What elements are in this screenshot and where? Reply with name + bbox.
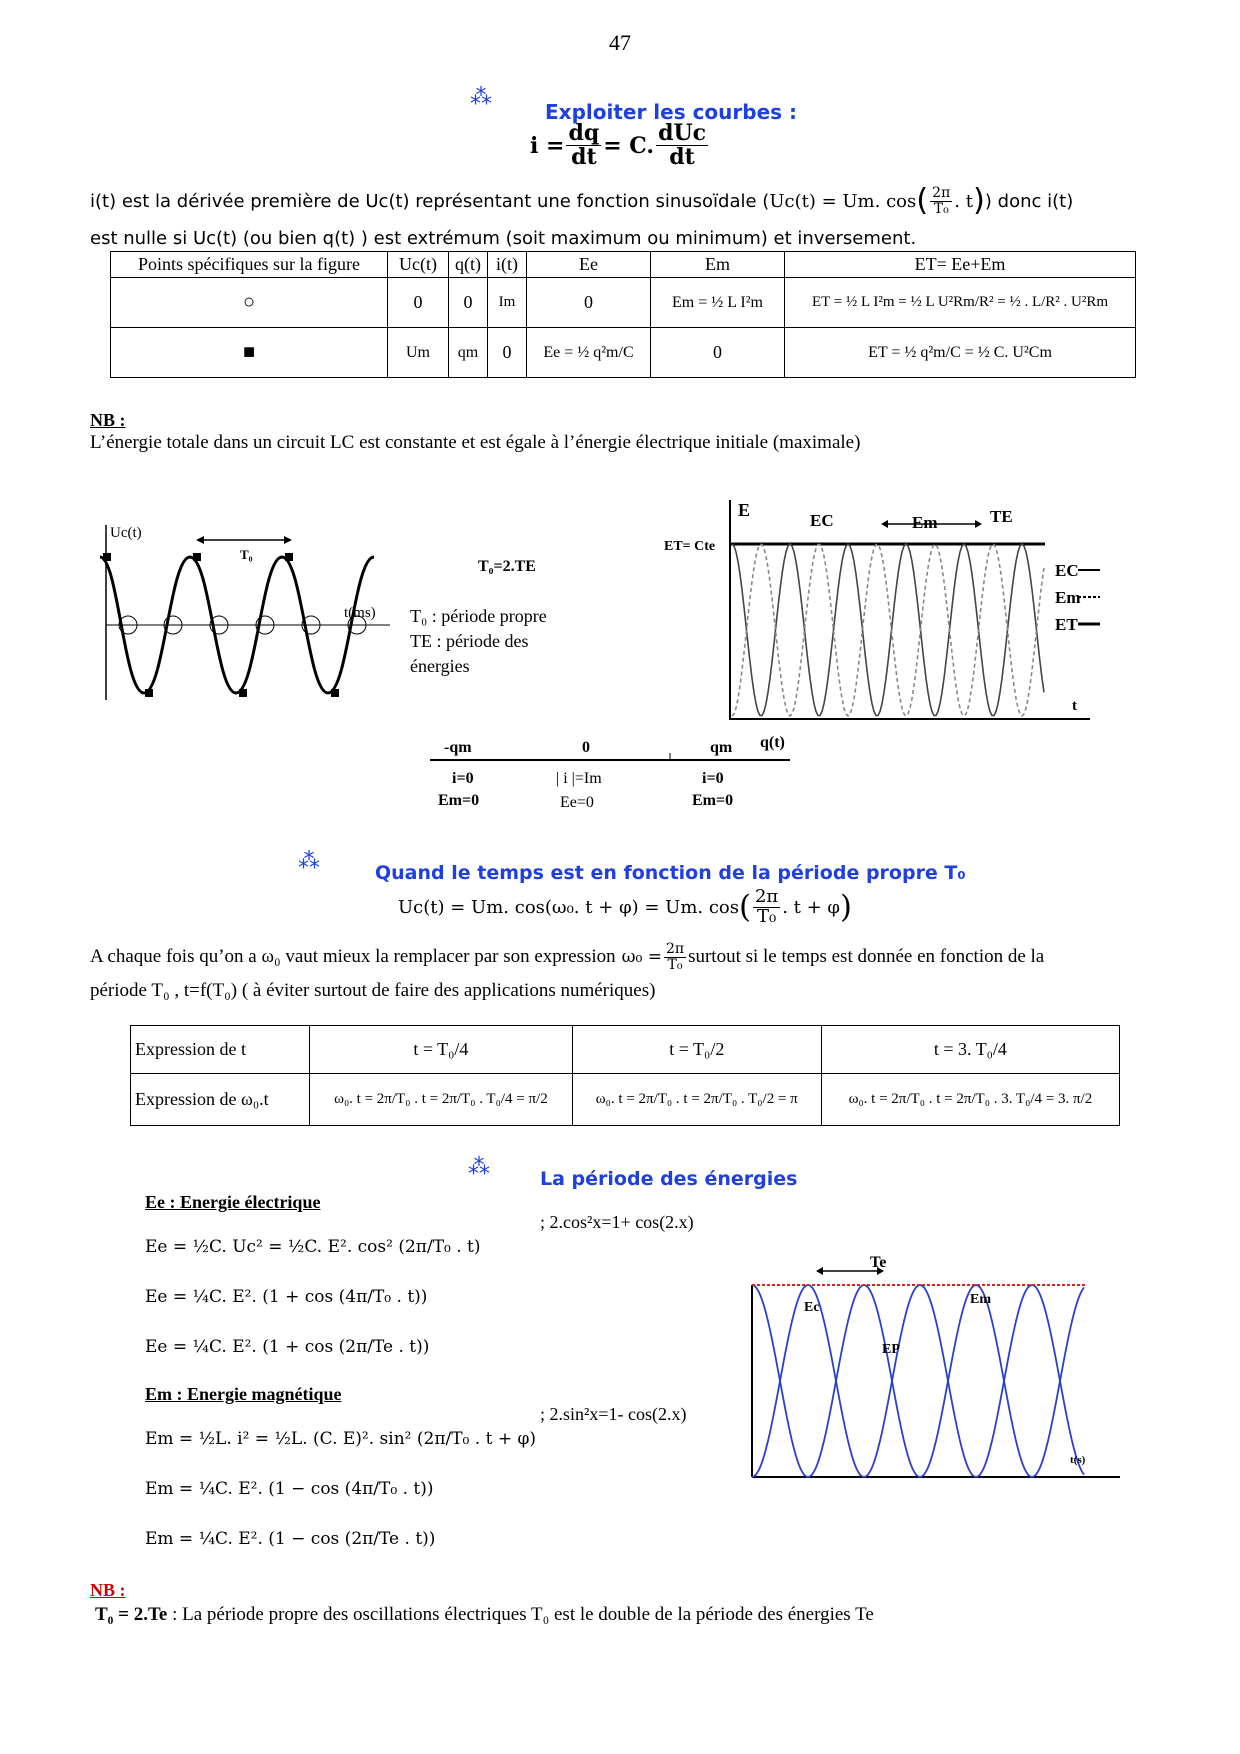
- description-line: énergies: [410, 656, 470, 676]
- ec-curve: [752, 1285, 1084, 1477]
- paragraph-derivative: i(t) est la dérivée première de Uc(t) représentant une fonction sinusoïdale ( Uc(t) = Um. cos ( $\frac{2\pi}{\text{T₀}}$ . t ) ) donc i(t): [90, 183, 1074, 219]
- t-axis-label: t(ms): [344, 605, 376, 621]
- formula-eq: = C.: [603, 132, 655, 159]
- section-title-periode: Quand le temps est en fonction de la période propre T₀: [375, 862, 966, 884]
- asterism-icon: ⁂: [298, 849, 320, 874]
- sin-identity: ; 2.sin²x=1- cos(2.x): [540, 1404, 687, 1424]
- table-cell: Im: [488, 278, 527, 328]
- table-cell: Ee = ½ q²m/C: [527, 328, 651, 378]
- uc-expression: Uc(t) = Um. cos: [769, 190, 917, 212]
- zero-label: 0: [582, 739, 590, 756]
- table-cell: Em = ½ L I²m: [651, 278, 785, 328]
- description-line: T₀ : période propre: [410, 606, 547, 626]
- section-title-courbes: Exploiter les courbes :: [545, 100, 798, 124]
- table-header: Ee: [527, 252, 651, 278]
- table-cell: 0: [488, 328, 527, 378]
- table-header: Points spécifiques sur la figure: [111, 252, 388, 278]
- nb-text: : La période propre des oscillations électriques T₀ est le double de la période des énergies Te: [167, 1604, 874, 1625]
- mid-ee: Ee=0: [560, 794, 594, 811]
- fraction-num: dUc: [658, 120, 707, 146]
- q-axis-label: q(t): [760, 734, 785, 751]
- table-cell: ET = ½ q²m/C = ½ C. U²Cm: [785, 328, 1136, 378]
- period-label: T₀: [240, 547, 253, 562]
- ee-title: Ee : Energie électrique: [145, 1192, 321, 1212]
- table-cell: Um: [388, 328, 449, 378]
- period-description: [410, 604, 547, 679]
- nb-text: L’énergie totale dans un circuit LC est constante et est égale à l’énergie électrique initiale (maximale): [90, 432, 861, 453]
- asterism-icon: ⁂: [470, 85, 492, 110]
- formula-current: [530, 122, 710, 169]
- square-symbol: ■: [111, 328, 388, 378]
- table-cell: qm: [449, 328, 488, 378]
- paragraph-line2: période T₀ , t=f(T₀) ( à éviter surtout de faire des applications numériques): [90, 980, 656, 1001]
- section-title-energies: La période des énergies: [540, 1168, 798, 1190]
- et-label: ET= Cte: [664, 539, 716, 554]
- nb-label: NB :: [90, 1580, 126, 1600]
- description-line: TE : période des: [410, 631, 529, 651]
- legend-et: ET: [1055, 615, 1078, 634]
- ee-formula: Ee = ½C. Uc² = ½C. E². cos² (2π/T₀ . t): [145, 1237, 481, 1257]
- formula-text: . t + φ: [782, 896, 841, 918]
- fraction-num: dq: [568, 120, 600, 146]
- t-axis-label: t: [1072, 698, 1077, 714]
- em-formula: Em = ½L. i² = ½L. (C. E)². sin² (2π/T₀ . t + φ): [145, 1429, 536, 1449]
- legend-ec: EC: [1055, 561, 1079, 580]
- right-i: i=0: [702, 770, 724, 787]
- formula-lhs: i =: [530, 132, 565, 159]
- dot-t: . t: [954, 190, 973, 212]
- energy-period-chart: [740, 1255, 1130, 1490]
- circle-symbol: ○: [111, 278, 388, 328]
- cos-identity: ; 2.cos²x=1+ cos(2.x): [540, 1212, 694, 1232]
- em-formula: Em = ¼C. E². (1 − cos (2π/Te . t)): [145, 1529, 436, 1549]
- table-header: i(t): [488, 252, 527, 278]
- omega-table: [130, 1025, 1120, 1126]
- em-curve: [752, 1285, 1084, 1477]
- ep-label: EP: [882, 1342, 900, 1357]
- em-curve: [732, 545, 1044, 717]
- ec-label: Ec: [804, 1300, 820, 1315]
- t-value: t = T₀/2: [572, 1026, 821, 1074]
- table-header: q(t): [449, 252, 488, 278]
- omega-value: ω₀. t = 2π/T₀ . t = 2π/T₀ . 3. T₀/4 = 3. π/2: [821, 1074, 1119, 1126]
- uc-sinusoid-chart: [90, 515, 400, 715]
- fraction-den: T₀: [933, 200, 949, 217]
- paragraph-text: surtout si le temps est donnée en fonction de la: [688, 946, 1045, 968]
- table-cell: 0: [651, 328, 785, 378]
- fraction-num: 2π: [932, 185, 951, 201]
- em-formulas: [145, 1414, 536, 1564]
- paragraph-text: i(t) est la dérivée première de Uc(t) représentant une fonction sinusoïdale (: [90, 190, 770, 212]
- blue-curve-group: [752, 1285, 1084, 1477]
- charge-axis: [420, 725, 800, 815]
- fraction-den: dt: [669, 144, 695, 171]
- ee-formula: Ee = ¼C. E². (1 + cos (2π/Te . t)): [145, 1337, 430, 1357]
- table-header: Uc(t): [388, 252, 449, 278]
- legend-em: Em: [1055, 588, 1081, 607]
- table-header: ET= Ee+Em: [785, 252, 1136, 278]
- table-cell: 0: [449, 278, 488, 328]
- ec-label: EC: [810, 511, 834, 530]
- omega-expression: ω₀ =: [621, 947, 662, 968]
- asterism-icon: ⁂: [468, 1155, 490, 1180]
- period-relation: T₀=2.TE: [478, 558, 536, 575]
- table-cell: ET = ½ L I²m = ½ L U²Rm/R² = ½ . L/R² . U²Rm: [785, 278, 1136, 328]
- t-axis-label: t(s): [1070, 1454, 1086, 1466]
- paragraph-text: ) donc i(t): [984, 190, 1074, 212]
- ee-formulas: [145, 1222, 481, 1372]
- em-label: Em: [912, 513, 938, 532]
- em-formula: Em = ¼C. E². (1 − cos (4π/T₀ . t)): [145, 1479, 434, 1499]
- omega-value: ω₀. t = 2π/T₀ . t = 2π/T₀ . T₀/4 = π/2: [310, 1074, 573, 1126]
- te-label: TE: [990, 507, 1013, 526]
- nb-label: NB :: [90, 410, 126, 430]
- ec-curve: [732, 544, 1044, 716]
- formula-text: Uc(t) = Um. cos(ω₀. t + φ) = Um. cos: [398, 896, 739, 918]
- left-i: i=0: [452, 770, 474, 787]
- table-cell: 0: [388, 278, 449, 328]
- paragraph-line2: est nulle si Uc(t) (ou bien q(t) ) est extrémum (soit maximum ou minimum) et inversement.: [90, 228, 917, 249]
- paragraph-text: A chaque fois qu’on a ω₀ vaut mieux la remplacer par son expression: [90, 946, 616, 968]
- table-header: Em: [651, 252, 785, 278]
- omega-value: ω₀. t = 2π/T₀ . t = 2π/T₀ . T₀/2 = π: [572, 1074, 821, 1126]
- te-label: Te: [870, 1255, 887, 1271]
- e-axis-label: E: [738, 500, 751, 520]
- paragraph-omega: A chaque fois qu’on a ω₀ vaut mieux la remplacer par son expression ω₀ = $\frac{2\pi}{\text{T₀}}$ surtout si le temps est donnée en fonction de la: [90, 941, 1045, 973]
- page-number: 47: [609, 30, 631, 55]
- energy-table: [110, 251, 1136, 378]
- table-cell: 0: [527, 278, 651, 328]
- nb-bold: T₀ = 2.Te: [95, 1604, 168, 1625]
- formula-uc: Uc(t) = Um. cos(ω₀. t + φ) = Um. cos ( $\frac{2\pi}{\text{T₀}}$ . t + φ ): [398, 886, 852, 927]
- right-em: Em=0: [692, 792, 734, 809]
- energy-chart: [660, 498, 1100, 723]
- qm-label: qm: [710, 739, 733, 756]
- row-label: Expression de t: [131, 1026, 310, 1074]
- nb-conclusion: [95, 1604, 874, 1626]
- fraction-den: dt: [571, 144, 597, 171]
- t-value: t = T₀/4: [310, 1026, 573, 1074]
- uc-axis-label: Uc(t): [110, 525, 142, 541]
- em-label: Em: [970, 1292, 991, 1307]
- t-value: t = 3. T₀/4: [821, 1026, 1119, 1074]
- em-title: Em : Energie magnétique: [145, 1384, 342, 1404]
- energy-curve-group: [732, 544, 1044, 716]
- left-em: Em=0: [438, 792, 480, 809]
- row-label: Expression de ω₀.t: [131, 1074, 310, 1126]
- mid-i: | i |=Im: [556, 770, 602, 787]
- ee-formula: Ee = ¼C. E². (1 + cos (4π/T₀ . t)): [145, 1287, 428, 1307]
- neg-qm-label: -qm: [444, 739, 472, 756]
